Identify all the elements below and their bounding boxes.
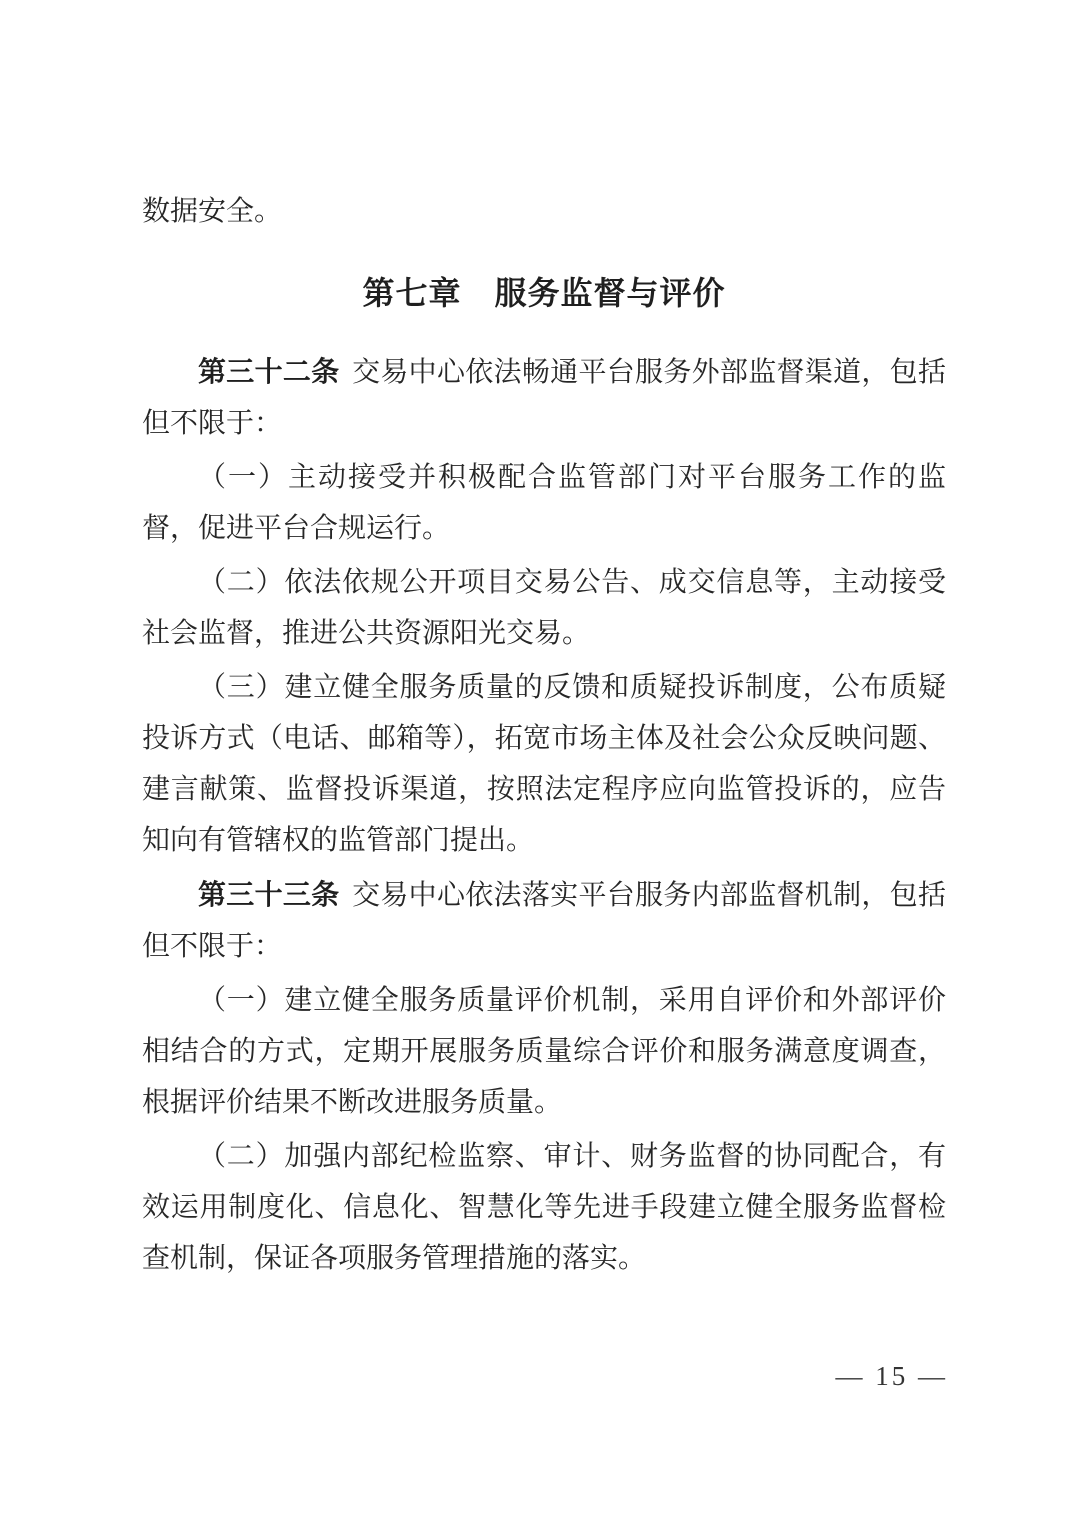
article-33-number: 第三十三条 (198, 879, 340, 910)
chapter-heading: 第七章 服务监督与评价 (362, 275, 726, 311)
article-32-item-3: （三）建立健全服务质量的反馈和质疑投诉制度，公布质疑投诉方式（电话、邮箱等），拓宽市场主体及社会公众反映问题、建言献策、监督投诉渠道，按照法定程序应向监管投诉的，应告知向有管辖权的监管部门提出。 (142, 672, 946, 856)
page-content (142, 186, 946, 1287)
page-number: — 15 — (835, 1361, 948, 1391)
article-32-item-2: （二）依法依规公开项目交易公告、成交信息等，主动接受社会监督，推进公共资源阳光交易。 (142, 567, 946, 649)
article-33-item-1: （一）建立健全服务质量评价机制，采用自评价和外部评价相结合的方式，定期开展服务质量综合评价和服务满意度调查，根据评价结果不断改进服务质量。 (142, 985, 946, 1118)
article-33-text: 交易中心依法落实平台服务内部监督机制，包括但不限于： (142, 880, 946, 962)
article-33-opening (142, 869, 946, 972)
article-32-number: 第三十二条 (198, 356, 340, 387)
article-33-item-2: （二）加强内部纪检监察、审计、财务监督的协同配合，有效运用制度化、信息化、智慧化等先进手段建立健全服务监督检查机制，保证各项服务管理措施的落实。 (142, 1141, 946, 1274)
article-32-text: 交易中心依法畅通平台服务外部监督渠道，包括但不限于： (142, 357, 946, 439)
article-32-opening (142, 346, 946, 449)
paragraph-continuation: 数据安全。 (142, 196, 283, 227)
article-32-item-1: （一）主动接受并积极配合监管部门对平台服务工作的监督，促进平台合规运行。 (142, 462, 946, 544)
